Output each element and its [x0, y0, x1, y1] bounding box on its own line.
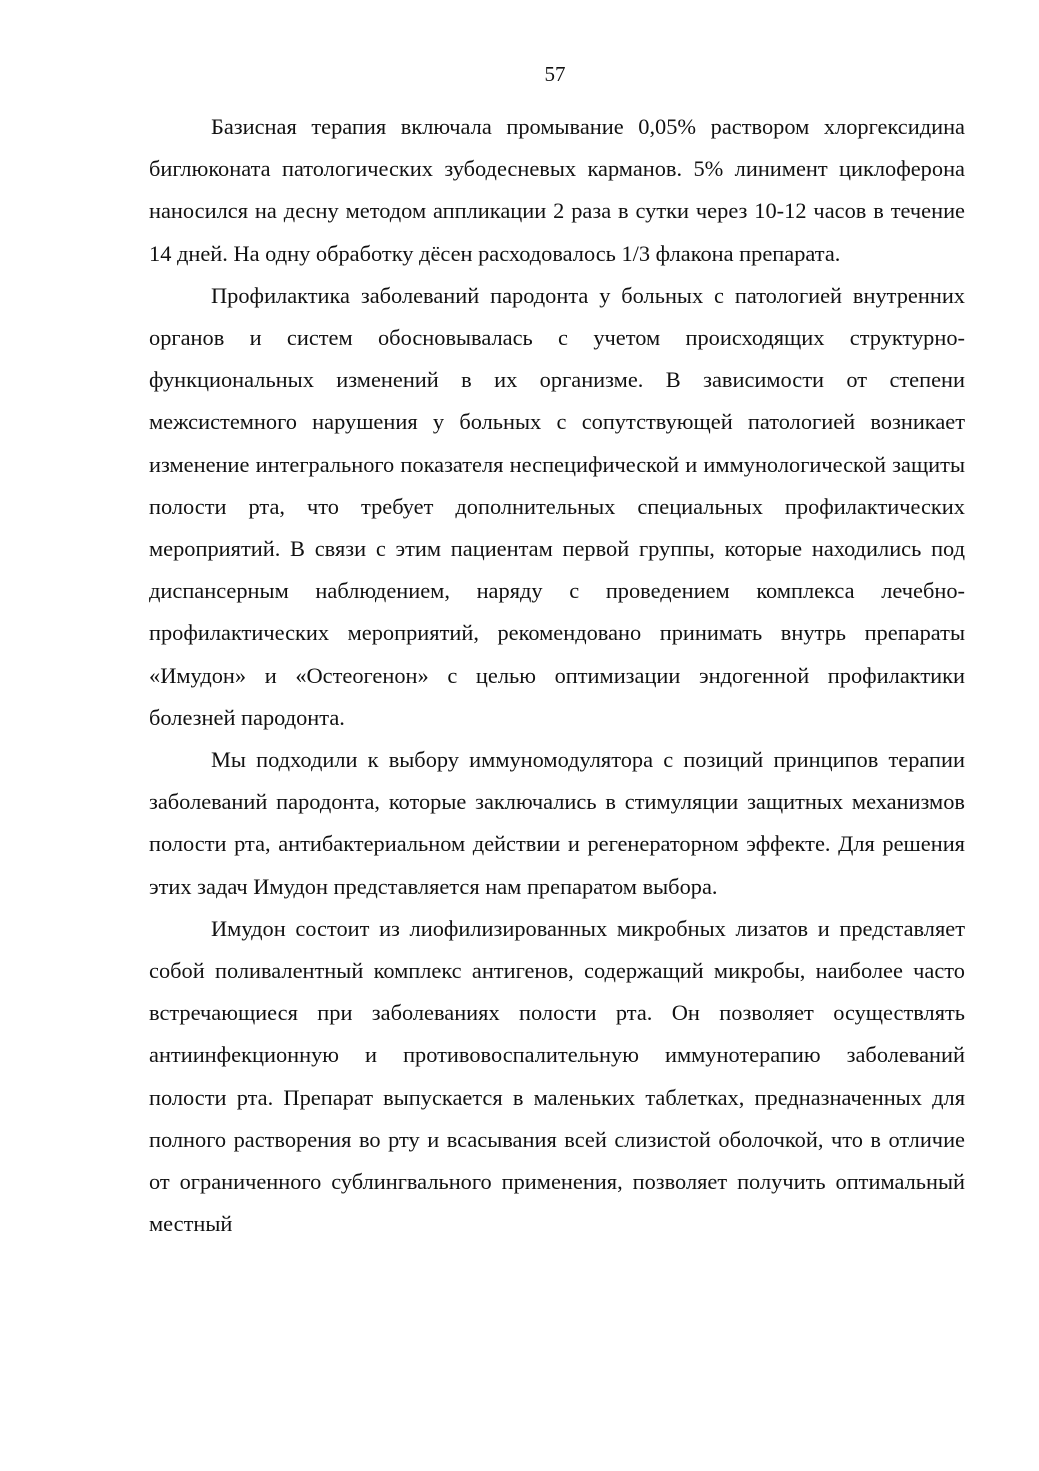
- body-text: [149, 106, 965, 1245]
- paragraph-imudon-description: Имудон состоит из лиофилизированных микробных лизатов и представляет собой поливалентный комплекс антигенов, содержащий микробы, наиболее часто встречающиеся при заболеваниях полости рта. Он позволяет осуществлять антиинфекционную и противовоспалительную иммунотерапию заболеваний полости рта. Препарат выпускается в маленьких таблетках, предназначенных для полного растворения во рту и всасывания всей слизистой оболочкой, что в отличие от ограниченного сублингвального применения, позволяет получить оптимальный местный: [149, 915, 965, 1237]
- paragraph-immunomodulator-choice: Мы подходили к выбору иммуномодулятора с позиций принципов терапии заболеваний пародонта, которые заключались в стимуляции защитных механизмов полости рта, антибактериальном действии и регенераторном эффекте. Для решения этих задач Имудон представляется нам препаратом выбора.: [149, 747, 965, 899]
- paragraph-basic-therapy: Базисная терапия включала промывание 0,05% раствором хлоргексидина биглюконата патологических зубодесневых карманов. 5% линимент циклоферона наносился на десну методом аппликации 2 раза в сутки через 10-12 часов в течение 14 дней. На одну обработку дёсен расходовалось 1/3 флакона препарата.: [149, 114, 965, 266]
- page-number: 57: [544, 62, 566, 86]
- paragraph-prophylaxis: Профилактика заболеваний пародонта у больных с патологией внутренних органов и систем обосновывалась с учетом происходящих структурно-функциональных изменений в их организме. В зависимости от степени межсистемного нарушения у больных с сопутствующей патологией возникает изменение интегрального показателя неспецифической и иммунологической защиты полости рта, что требует дополнительных специальных профилактических мероприятий. В связи с этим пациентам первой группы, которые находились под диспансерным наблюдением, наряду с проведением комплекса лечебно-профилактических мероприятий, рекомендовано принимать внутрь препараты «Имудон» и «Остеогенон» с целью оптимизации эндогенной профилактики болезней пародонта.: [149, 282, 965, 730]
